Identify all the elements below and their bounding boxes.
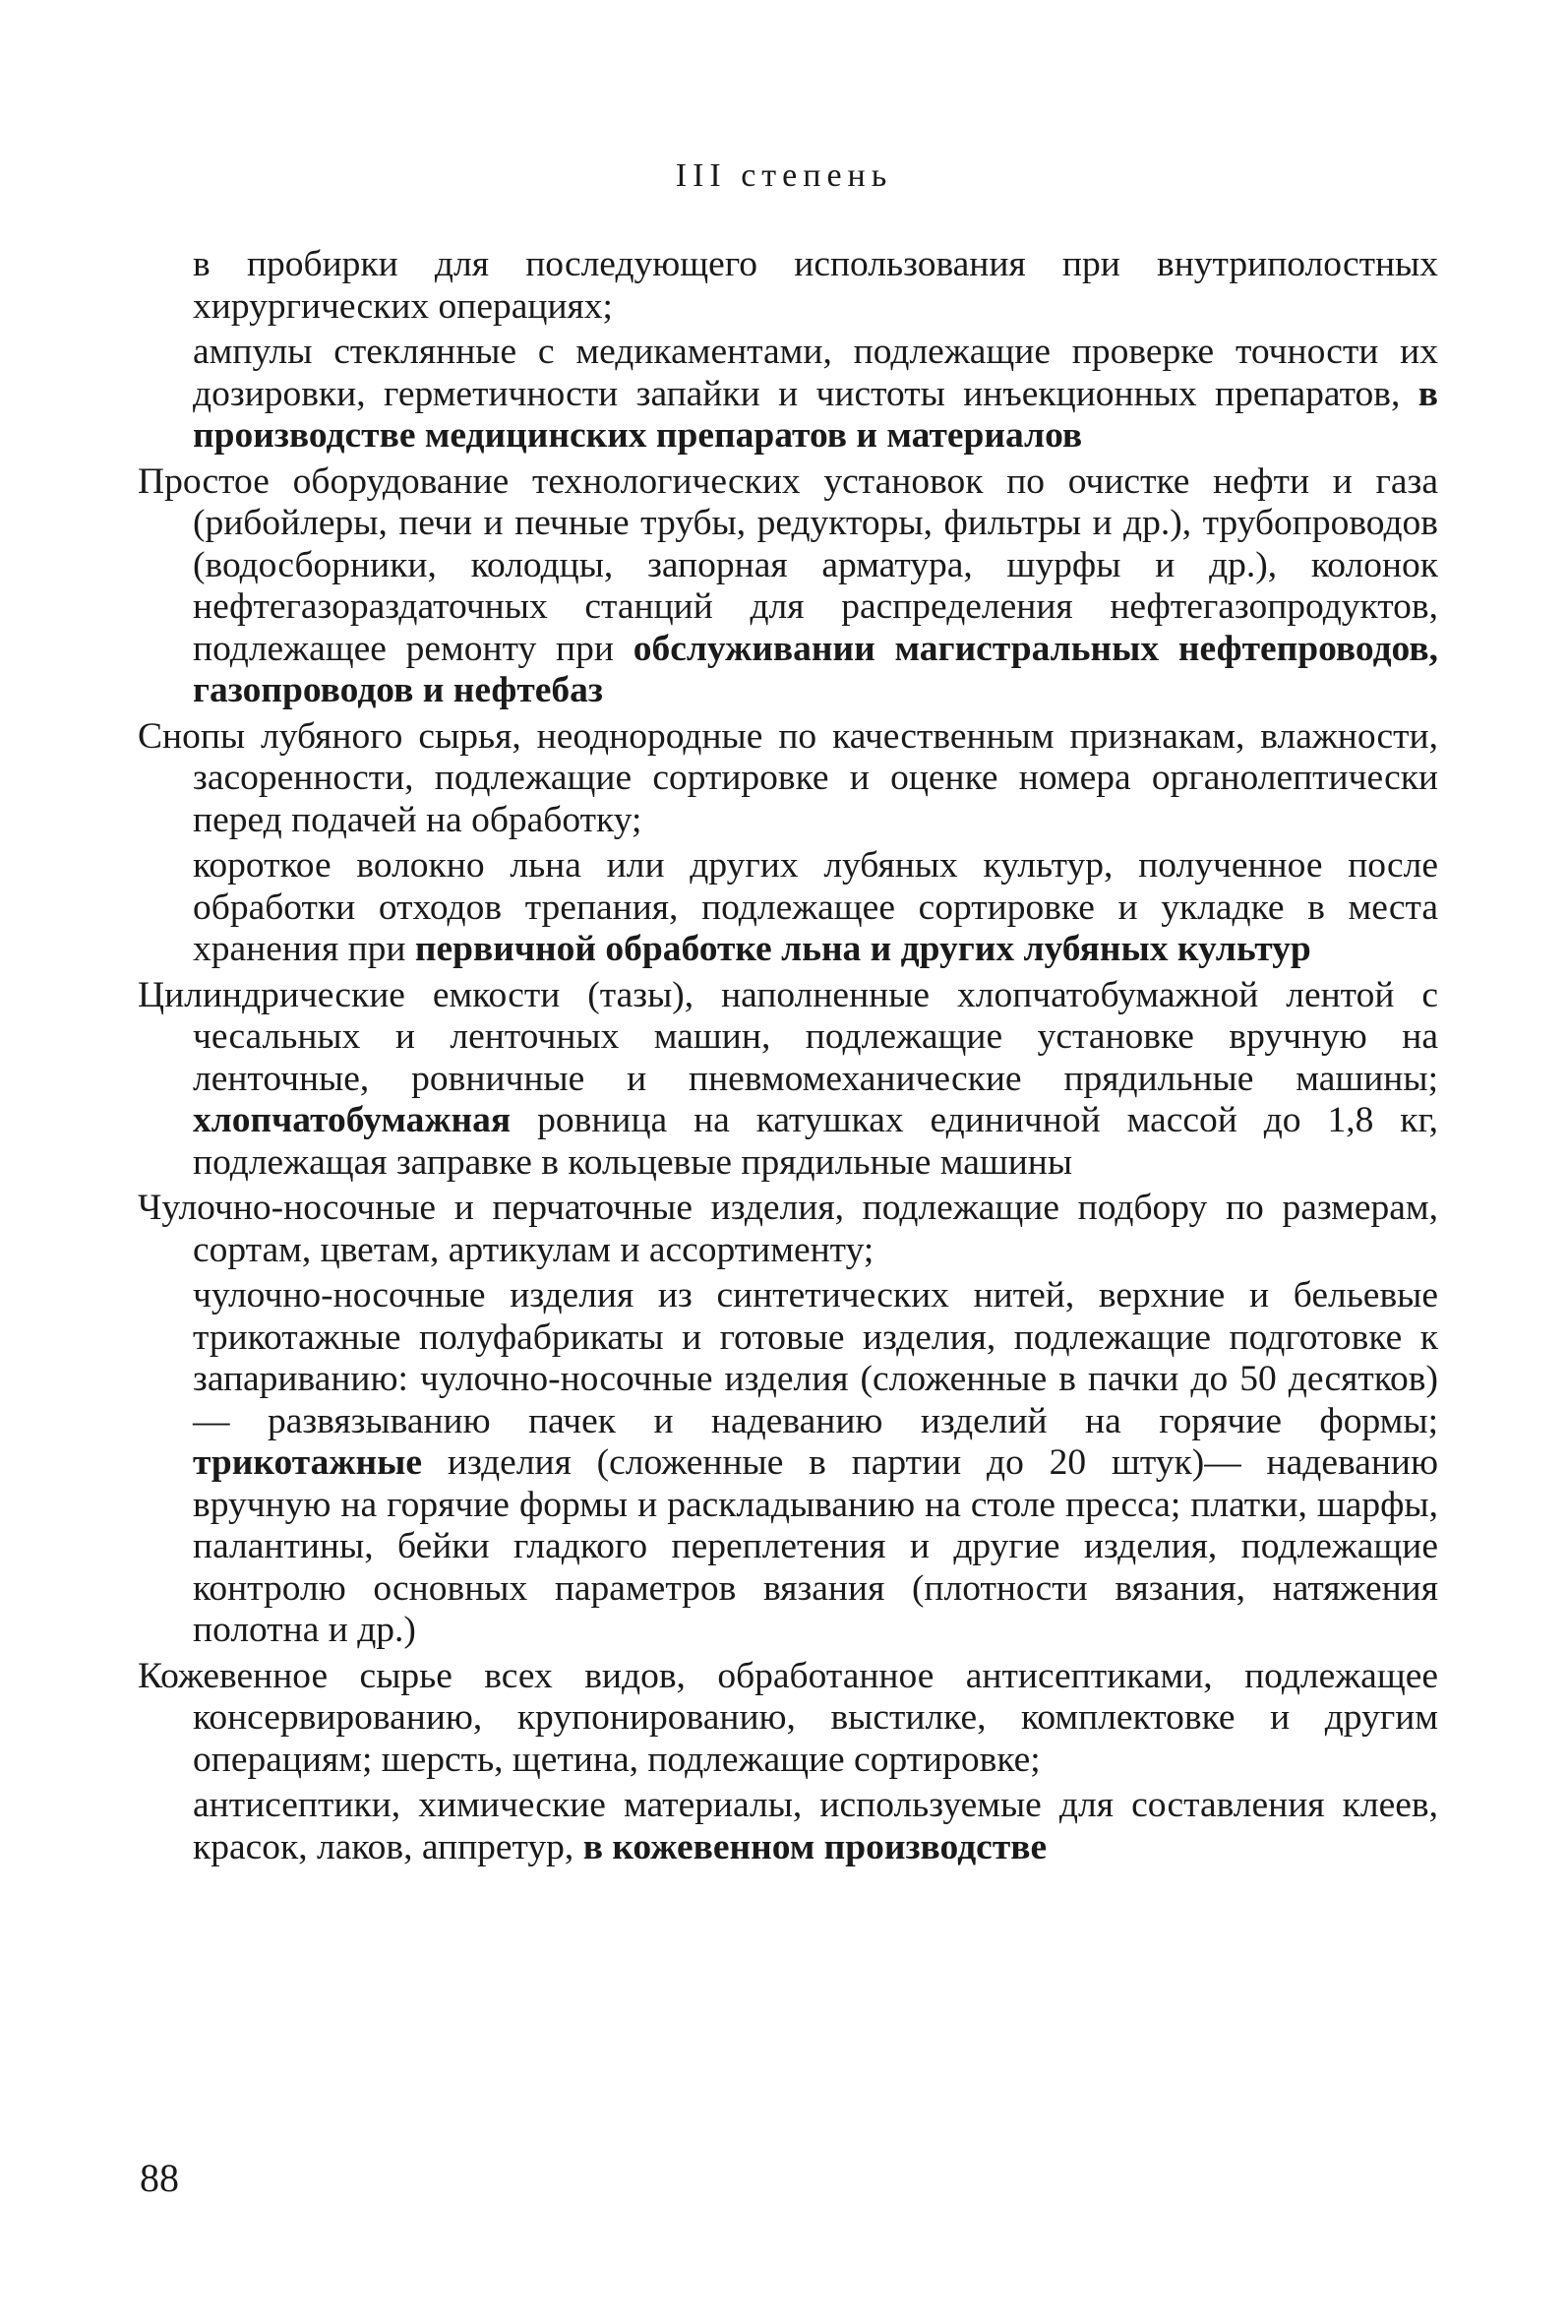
entry xyxy=(138,461,1438,712)
page-body xyxy=(138,244,1438,1872)
entry-bold-text: обслуживании магистральных нефтепроводов, газопроводов и нефтебаз xyxy=(193,628,1438,710)
paragraph xyxy=(138,1275,1438,1652)
entry-text-tail: ровница на катушках единичной массой до 1,8 кг, подлежащая заправке в кольцевые прядильные машины xyxy=(193,1100,1438,1183)
paragraph xyxy=(138,332,1438,458)
paragraph-bold-text: первичной обработке льна и других лубяных культур xyxy=(414,929,1311,969)
entry-text: Снопы лубяного сырья, неоднородные по качественным признакам, влажности, засоренности, подлежащие сортировке и оценке номера органолептически перед подачей на обработку; xyxy=(138,715,1438,840)
entry xyxy=(138,1656,1438,1782)
page-number: 88 xyxy=(140,2156,179,2200)
entry-text: Простое оборудование технологических установок по очистке нефти и газа (рибойлеры, печи и печные трубы, редукторы, фильтры и др.), трубопроводов (водосборники, колодцы, запорная арматура, шурфы и др.), колонок нефтегазораздаточных станций для распределения нефтегазопродуктов, подлежащее ремонту при xyxy=(138,460,1438,669)
entry-bold-text: хлопчатобумажная xyxy=(193,1100,512,1140)
paragraph-bold-text: в производстве медицинских препаратов и материалов xyxy=(193,373,1438,456)
running-header: III степень xyxy=(675,157,893,194)
paragraph-text: короткое волокно льна или других лубяных культур, полученное после обработки отходов трепания, подлежащее сортировке и укладке в места хранения при xyxy=(193,845,1438,969)
paragraph xyxy=(138,1785,1438,1868)
paragraph-bold-text: в кожевенном производстве xyxy=(582,1826,1048,1867)
paragraph-bold-text: трикотажные xyxy=(193,1442,423,1483)
entry-text: Цилиндрические емкости (тазы), наполненные хлопчатобумажной лентой с чесальных и ленточных машин, подлежащие установке вручную на ленточные, ровничные и пневмомеханические прядильные машины; xyxy=(138,974,1438,1099)
paragraph xyxy=(138,244,1438,328)
entry-text: Кожевенное сырье всех видов, обработанное антисептиками, подлежащее консервированию, крупонированию, выстилке, комплектовке и другим операциям; шерсть, щетина, подлежащие сортировке; xyxy=(138,1655,1438,1780)
paragraph xyxy=(138,845,1438,971)
entry xyxy=(138,716,1438,842)
entry xyxy=(138,975,1438,1185)
paragraph-text: антисептики, химические материалы, используемые для составления клеев, красок, лаков, аппретур, xyxy=(193,1785,1438,1867)
paragraph-text: ампулы стеклянные с медикаментами, подлежащие проверке точности их дозировки, герметичности запайки и чистоты инъекционных препаратов, xyxy=(193,332,1438,414)
paragraph-text: чулочно-носочные изделия из синтетических нитей, верхние и бельевые трикотажные полуфабрикаты и готовые изделия, подлежащие подготовке к запариванию: чулочно-носочные изделия (сложенные в пачки до 50 десятков) — развязыванию пачек и надеванию изделий на горячие формы; xyxy=(193,1275,1438,1441)
paragraph-text-tail: изделия (сложенные в партии до 20 штук)— надеванию вручную на горячие формы и раскладыванию на столе пресса; платки, шарфы, палантины, бейки гладкого переплетения и другие изделия, подлежащие контролю основных параметров вязания (плотности вязания, натяжения полотна и др.) xyxy=(193,1442,1438,1650)
paragraph-text: в пробирки для последующего использования при внутриполостных хирургических операциях; xyxy=(193,244,1438,327)
entry xyxy=(138,1188,1438,1271)
entry-text: Чулочно-носочные и перчаточные изделия, подлежащие подбору по размерам, сортам, цветам, артикулам и ассортименту; xyxy=(138,1188,1438,1270)
